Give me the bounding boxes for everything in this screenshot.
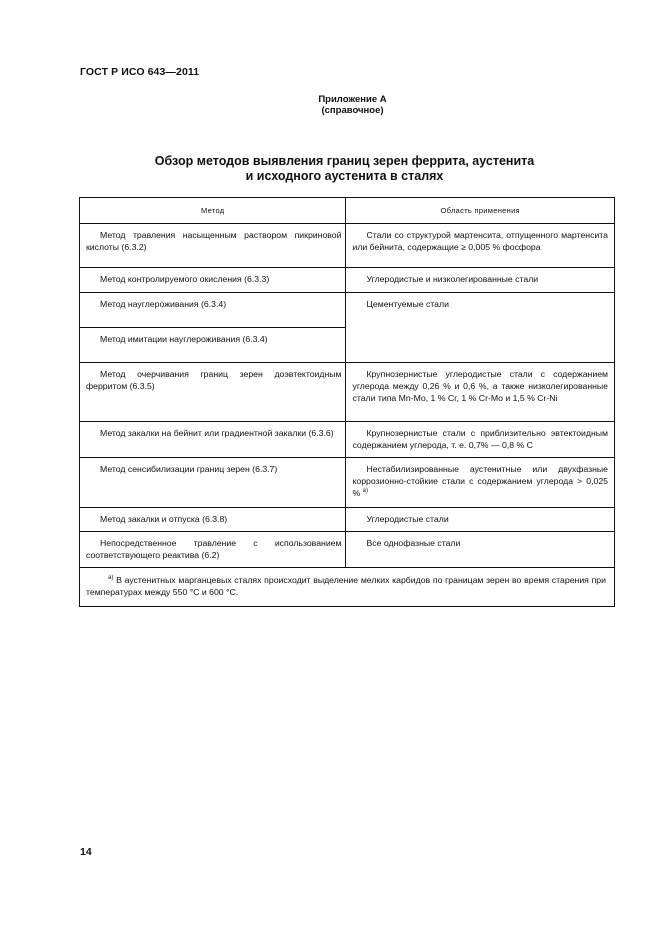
- table-row: [80, 458, 615, 508]
- table-row: [80, 363, 615, 422]
- method-text: Непосредственное травление с использованием соответствующего реактива (6.2): [86, 538, 342, 560]
- table-row: [80, 293, 615, 328]
- method-text: Метод закалки и отпуска (6.3.8): [100, 514, 228, 524]
- scope-cell: [346, 363, 615, 422]
- method-cell: [80, 224, 346, 268]
- method-text: Метод науглероживания (6.3.4): [100, 299, 227, 309]
- scope-text: Углеродистые стали: [366, 514, 449, 524]
- document-standard-id: ГОСТ Р ИСО 643—2011: [80, 66, 200, 78]
- footnote-row: [80, 568, 615, 607]
- scope-cell: [346, 268, 615, 293]
- appendix-heading: [0, 94, 661, 116]
- scope-text: Крупнозернистые углеродистые стали с содержанием углерода между 0,26 % и 0,6 %, а также низколегированные стали типа Mn-Mo, 1 % Cr, 1 % Cr-Mo и 1,5 % Cr-Ni: [352, 369, 608, 403]
- method-cell: [80, 328, 346, 363]
- table-row: [80, 224, 615, 268]
- appendix-title: Приложение А: [318, 94, 387, 105]
- scope-text: Нестабилизированные аустенитные или двухфазные коррозионно-стойкие стали с содержанием углерода > 0,025 %: [352, 464, 608, 498]
- method-text: Метод сенсибилизации границ зерен (6.3.7): [100, 464, 278, 474]
- scope-cell: [346, 422, 615, 458]
- method-cell: [80, 268, 346, 293]
- scope-cell: [346, 293, 615, 363]
- table-row: [80, 268, 615, 293]
- appendix-type: (справочное): [321, 105, 384, 116]
- title-line-1: Обзор методов выявления границ зерен феррита, аустенита: [154, 154, 535, 168]
- method-cell: [80, 293, 346, 328]
- scope-cell: [346, 532, 615, 568]
- method-cell: [80, 422, 346, 458]
- footnote-text: В аустенитных марганцевых сталях происходит выделение мелких карбидов по границам зерен во время старения при температурах между 550 °С и 600 °С.: [86, 575, 606, 597]
- scope-cell: [346, 508, 615, 532]
- method-cell: [80, 532, 346, 568]
- header-method: Метод: [80, 198, 346, 224]
- method-text: Метод очерчивания границ зерен доэвтектоидным ферритом (6.3.5): [86, 369, 342, 391]
- method-cell: [80, 363, 346, 422]
- scope-cell: [346, 458, 615, 508]
- title-line-2: и исходного аустенита в сталях: [245, 169, 444, 183]
- scope-text: Углеродистые и низколегированные стали: [366, 274, 539, 284]
- footnote-ref: а): [362, 488, 368, 495]
- methods-table: [79, 197, 615, 607]
- footnote-cell: [80, 568, 615, 607]
- table-row: [80, 532, 615, 568]
- method-cell: [80, 508, 346, 532]
- footnote-mark: а): [108, 575, 114, 582]
- header-scope: Область применения: [346, 198, 615, 224]
- method-text: Метод закалки на бейнит или градиентной закалки (6.3.6): [100, 428, 334, 438]
- method-text: Метод контролируемого окисления (6.3.3): [100, 274, 270, 284]
- method-cell: [80, 458, 346, 508]
- scope-text: Цементуемые стали: [366, 299, 449, 309]
- table-row: [80, 508, 615, 532]
- table-row: [80, 422, 615, 458]
- scope-text: Все однофазные стали: [366, 538, 461, 548]
- document-title: [0, 154, 661, 184]
- table-header-row: [80, 198, 615, 224]
- method-text: Метод травления насыщенным раствором пикриновой кислоты (6.3.2): [86, 230, 342, 252]
- page-number: 14: [80, 846, 92, 858]
- method-text: Метод имитации науглероживания (6.3.4): [100, 334, 268, 344]
- scope-text: Стали со структурой мартенсита, отпущенного мартенсита или бейнита, содержащие ≥ 0,005 % фосфора: [352, 230, 608, 252]
- scope-text: Крупнозернистые стали с приблизительно эвтектоидным содержанием углерода, т. е. 0,7% — 0,8 % С: [352, 428, 608, 450]
- scope-cell: [346, 224, 615, 268]
